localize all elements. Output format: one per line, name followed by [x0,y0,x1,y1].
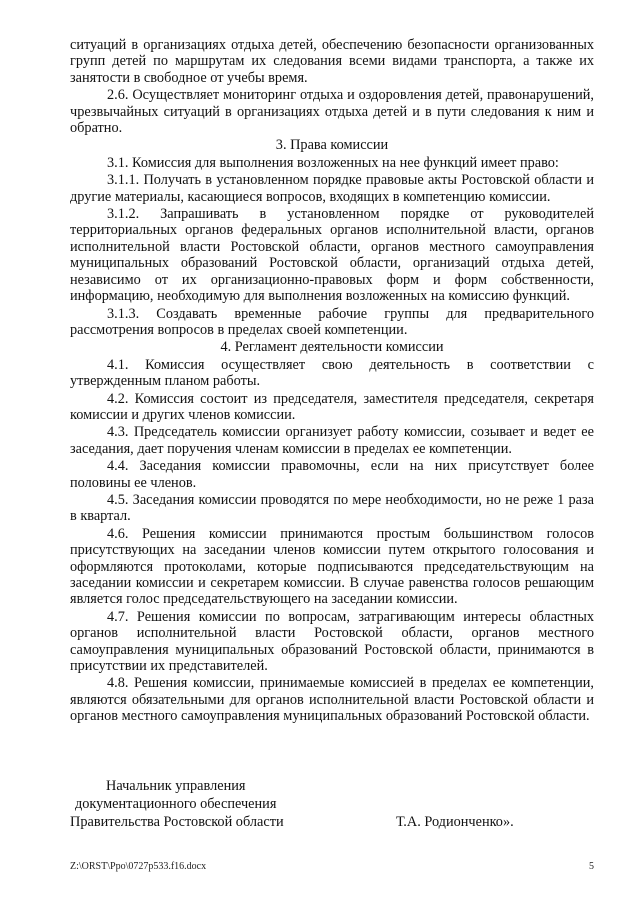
section-heading-4: 4. Регламент деятельности комиссии [220,339,444,356]
paragraph-4-3: 4.3. Председатель комиссии организует работу комиссии, созывает и ведет ее заседания, дает поручения членам комиссии в пределах ее компетенции. [70,424,594,457]
document-body [70,37,594,726]
paragraph-4-5: 4.5. Заседания комиссии проводятся по мере необходимости, но не реже 1 раза в квартал. [70,491,594,525]
page-number: 5 [589,861,594,872]
paragraph-4-7: 4.7. Решения комиссии по вопросам, затрагивающим интересы областных органов исполнительной власти Ростовской области, органов местного самоуправления муниципальных образований Ростовской области, принимаются в присутствии их представителей. [70,608,594,675]
paragraph-4-4: 4.4. Заседания комиссии правомочны, если на них присутствует более половины ее членов. [70,458,594,491]
paragraph-continuation: ситуаций в организациях отдыха детей, обеспечению безопасности организованных групп детей по маршрутам их следования всеми видами транспорта, а также их занятости в свободное от учебы время. [70,37,594,86]
paragraph-3-1-2: 3.1.2. Запрашивать в установленном порядке от руководителей территориальных органов федеральных органов исполнительной власти, органов исполнительной власти Ростовской области, органов местного самоуправления муниципальных образований Ростовской области, организаций отдыха детей, независимо от их организационно-правовых форм и форм собственности, информацию, необходимую для выполнения возложенных на комиссию функций. [70,206,594,305]
signature-title-line1: Начальник управления [106,778,246,794]
paragraph-4-8: 4.8. Решения комиссии, принимаемые комиссией в пределах ее компетенции, являются обязательными для органов исполнительной власти Ростовской области и органов местного самоуправления муниципальных образований Ростовской области. [70,675,594,725]
signature-row [70,814,594,832]
paragraph-4-1: 4.1. Комиссия осуществляет свою деятельность в соответствии с утвержденным планом работы. [70,356,594,390]
page-footer [70,859,594,875]
signature-title-line2: документационного обеспечения [75,796,277,812]
signature-title-line3: Правительства Ростовской области [70,814,284,830]
section-heading-3: 3. Права комиссии [275,137,389,154]
paragraph-3-1-3: 3.1.3. Создавать временные рабочие группы для предварительного рассмотрения вопросов в пределах своей компетенции. [70,305,594,338]
paragraph-3-1-1: 3.1.1. Получать в установленном порядке правовые акты Ростовской области и другие материалы, касающиеся вопросов, входящих в компетенцию комиссии. [70,172,594,205]
paragraph-4-2: 4.2. Комиссия состоит из председателя, заместителя председателя, секретаря комиссии и других членов комиссии. [70,390,594,423]
signatory-name: Т.А. Родионченко». [396,814,514,830]
paragraph-2-6: 2.6. Осуществляет мониторинг отдыха и оздоровления детей, правонарушений, чрезвычайных ситуаций в организациях отдыха детей и в пути следования к ним и обратно. [70,87,594,137]
paragraph-4-6: 4.6. Решения комиссии принимаются простым большинством голосов присутствующих на заседании членов комиссии путем открытого голосования и оформляются протоколами, которые подписываются председательствующим на заседании комиссии и секретарем комиссии. В случае равенства голосов решающим является голос председательствующего на заседании комиссии. [70,525,594,608]
paragraph-3-1: 3.1. Комиссия для выполнения возложенных на нее функций имеет право: [107,154,559,171]
signature-block [70,778,594,832]
file-path: Z:\ORST\Ppo\0727p533.f16.docx [70,861,207,872]
